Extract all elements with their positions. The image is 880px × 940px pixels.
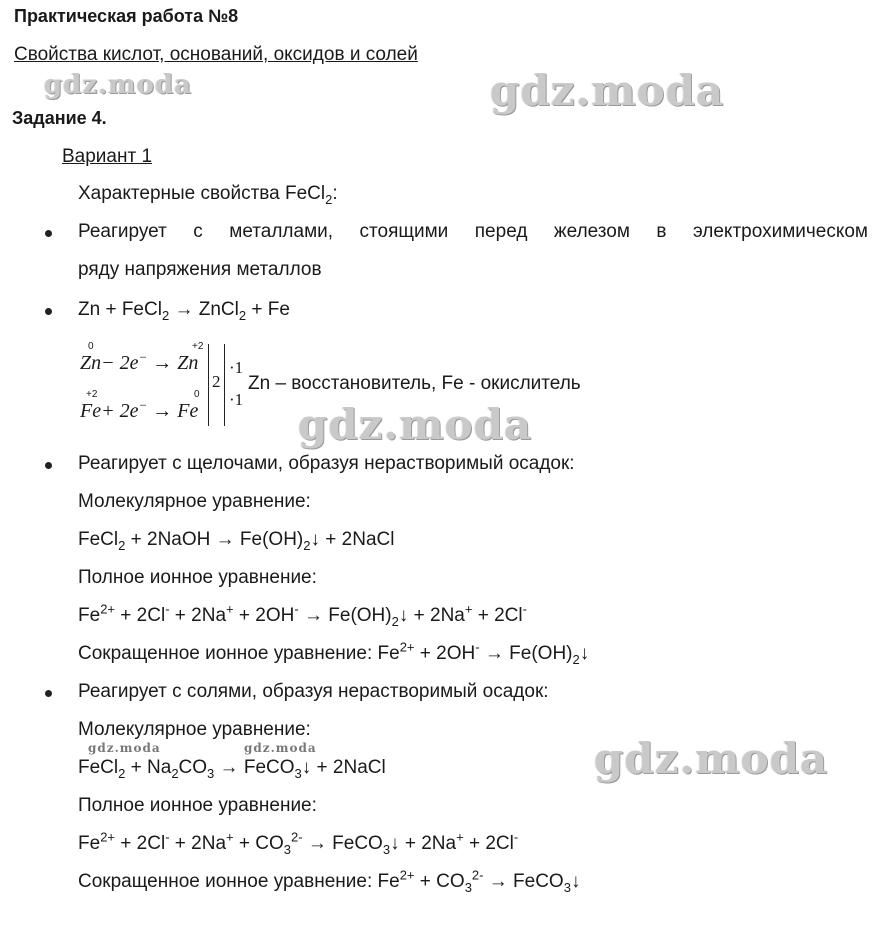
watermark-1: gdz.moda bbox=[44, 70, 193, 100]
work-subtitle: Свойства кислот, оснований, оксидов и солей bbox=[14, 44, 418, 65]
ox-zn2: +2 bbox=[192, 341, 204, 352]
s1-line1: Реагирует с металлами, стоящими перед железом в электрохимическом bbox=[78, 221, 868, 242]
s2-full-label: Полное ионное уравнение: bbox=[78, 567, 317, 588]
ox-fe2: +2 bbox=[86, 389, 98, 400]
bullet-2 bbox=[45, 308, 52, 315]
page-title: Практическая работа №8 bbox=[14, 6, 239, 26]
intro-line: Характерные свойства FeCl$_2$: bbox=[78, 183, 338, 207]
s2-mol-eq: FeCl$_2$ + 2NaOH → $Fe(OH)_2↓$ + 2NaCl bbox=[78, 529, 395, 553]
task-label: Задание 4. bbox=[12, 108, 107, 128]
bullet-1 bbox=[45, 230, 52, 237]
s3-mol-label: Молекулярное уравнение: bbox=[78, 719, 311, 740]
redox-divider-2 bbox=[224, 344, 225, 426]
watermark-6: gdz.moda bbox=[244, 741, 317, 755]
s3-full-label: Полное ионное уравнение: bbox=[78, 795, 317, 816]
redox-coef-2: ·1 bbox=[229, 390, 244, 409]
bullet-4 bbox=[45, 690, 52, 697]
redox-fe-line: Fe+ 2e− → Fe bbox=[80, 397, 199, 422]
bullet-3 bbox=[45, 462, 52, 469]
watermark-3: gdz.moda bbox=[298, 400, 533, 449]
redox-coef-1: ·1 bbox=[229, 358, 244, 377]
redox-zn-line: Zn− 2e− → Zn bbox=[80, 349, 199, 374]
s2-mol-label: Молекулярное уравнение: bbox=[78, 491, 311, 512]
watermark-5: gdz.moda bbox=[88, 741, 161, 755]
redox-electrons: 2 bbox=[212, 372, 221, 391]
ox-zn0: 0 bbox=[88, 341, 94, 352]
s2-head: Реагирует с щелочами, образуя нерастворимый осадок: bbox=[78, 453, 575, 474]
s3-short-eq: Сокращенное ионное уравнение: $Fe^{2+} + CO_3^{2-}$ → FeCO$_3$↓ bbox=[78, 867, 581, 895]
s1-line2: ряду напряжения металлов bbox=[78, 259, 322, 280]
redox-divider-1 bbox=[208, 344, 209, 426]
redox-conclusion: Zn – восстановитель, Fe - окислитель bbox=[248, 373, 581, 394]
s3-head: Реагирует с солями, образуя нерастворимый осадок: bbox=[78, 681, 549, 702]
s3-mol-eq: FeCl$_2$ + $Na_2CO_3$ → FeCO$_3$↓ + 2NaCl bbox=[78, 757, 386, 781]
watermark-4: gdz.moda bbox=[594, 734, 829, 783]
s2-full-eq: $Fe^{2+} + 2Cl^- + 2Na^+ + 2OH^-$ → $Fe(OH)_2↓ + 2Na^+ + 2Cl^-$ bbox=[78, 601, 527, 629]
eq1: Zn + FeCl$_2$ → ZnCl$_2$ + Fe bbox=[78, 299, 290, 323]
s3-full-eq: $Fe^{2+} + 2Cl^- + 2Na^+ + CO_3^{2-}$ → FeCO$_3$↓ + 2Na+ + 2Cl- bbox=[78, 829, 519, 857]
s2-short-eq: Сокращенное ионное уравнение: $Fe^{2+} + 2OH^-$ → $Fe(OH)_2↓$ bbox=[78, 639, 590, 667]
variant-label: Вариант 1 bbox=[62, 146, 153, 167]
ox-fe0: 0 bbox=[194, 389, 200, 400]
watermark-2: gdz.moda bbox=[490, 66, 725, 115]
